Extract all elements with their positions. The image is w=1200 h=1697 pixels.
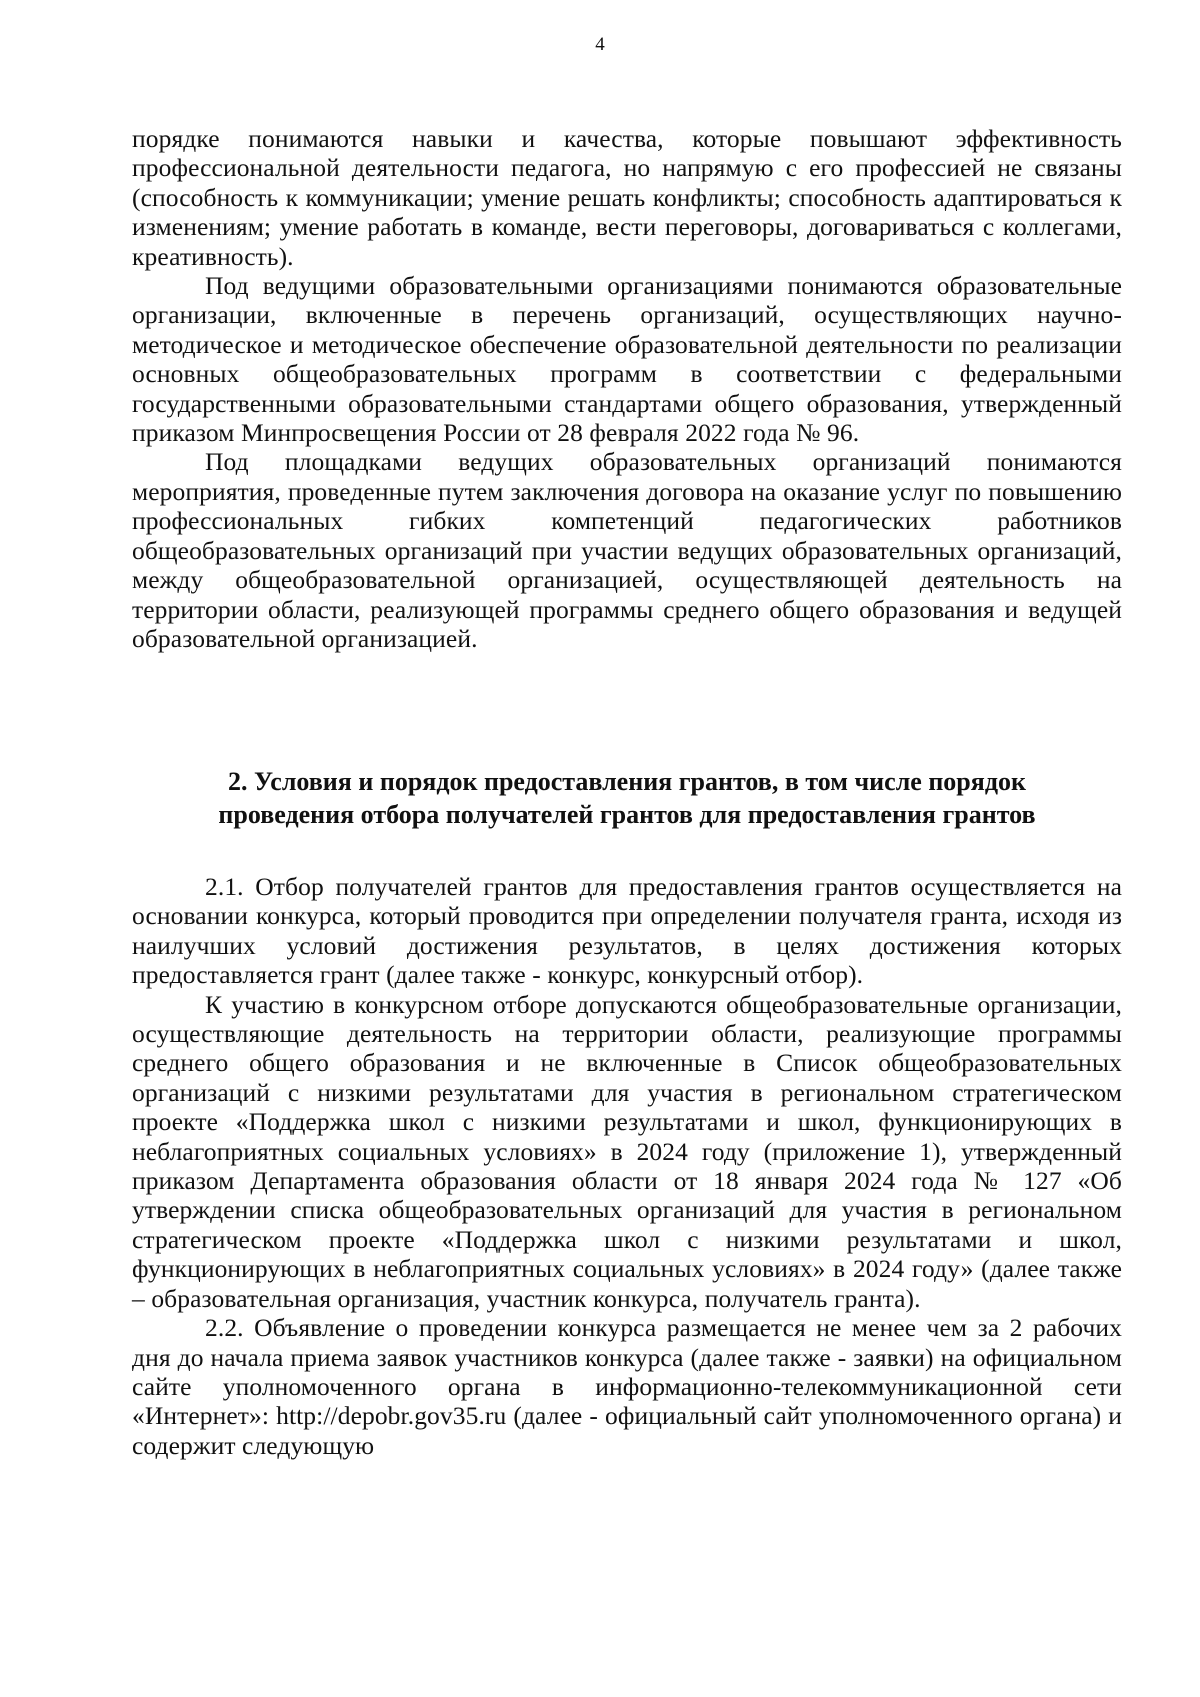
paragraph: порядке понимаются навыки и качества, которые повышают эффективность профессиональной деятельности педагога, но напрямую с его профессией не связаны (способность к коммуникации; умение решать конфликты; способность адаптироваться к изменениям; умение работать в команде, вести переговоры, договариваться с коллегами, креативность).: [132, 124, 1122, 271]
section-heading-line: 2. Условия и порядок предоставления грантов, в том числе порядок: [228, 767, 1026, 796]
paragraph: 2.2. Объявление о проведении конкурса размещается не менее чем за 2 рабочих дня до начала приема заявок участников конкурса (далее также - заявки) на официальном сайте уполномоченного органа в информационно-телекоммуникационной сети «Интернет»: http://depobr.gov35.ru (далее - официальный сайт уполномоченного органа) и содержит следующую: [132, 1313, 1122, 1460]
section-heading: [132, 765, 1122, 831]
page-number: 4: [595, 34, 605, 55]
text-block-definitions: [132, 124, 1122, 653]
paragraph: Под площадками ведущих образовательных организаций понимаются мероприятия, проведенные путем заключения договора на оказание услуг по повышению профессиональных гибких компетенций педагогических работников общеобразовательных организаций при участии ведущих образовательных организаций, между общеобразовательной организацией, осуществляющей деятельность на территории области, реализующей программы среднего общего образования и ведущей образовательной организацией.: [132, 447, 1122, 653]
paragraph: К участию в конкурсном отборе допускаются общеобразовательные организации, осуществляющие деятельность на территории области, реализующие программы среднего общего образования и не включенные в Список общеобразовательных организаций с низкими результатами для участия в региональном стратегическом проекте «Поддержка школ с низкими результатами и школ, функционирующих в неблагоприятных социальных условиях» в 2024 году (приложение 1), утвержденный приказом Департамента образования области от 18 января 2024 года № 127 «Об утверждении списка общеобразовательных организаций для участия в региональном стратегическом проекте «Поддержка школ с низкими результатами и школ, функционирующих в неблагоприятных социальных условиях» в 2024 году» (далее также – образовательная организация, участник конкурса, получатель гранта).: [132, 989, 1122, 1313]
text-block-section-2: [132, 872, 1122, 1460]
paragraph: Под ведущими образовательными организациями понимаются образовательные организации, включенные в перечень организаций, осуществляющих научно-методическое и методическое обеспечение образовательной деятельности по реализации основных общеобразовательных программ в соответствии с федеральными государственными образовательными стандартами общего образования, утвержденный приказом Минпросвещения России от 28 февраля 2022 года № 96.: [132, 271, 1122, 448]
section-heading-line: проведения отбора получателей грантов для предоставления грантов: [218, 800, 1036, 829]
paragraph: 2.1. Отбор получателей грантов для предоставления грантов осуществляется на основании конкурса, который проводится при определении получателя гранта, исходя из наилучших условий достижения результатов, в целях достижения которых предоставляется грант (далее также - конкурс, конкурсный отбор).: [132, 872, 1122, 990]
